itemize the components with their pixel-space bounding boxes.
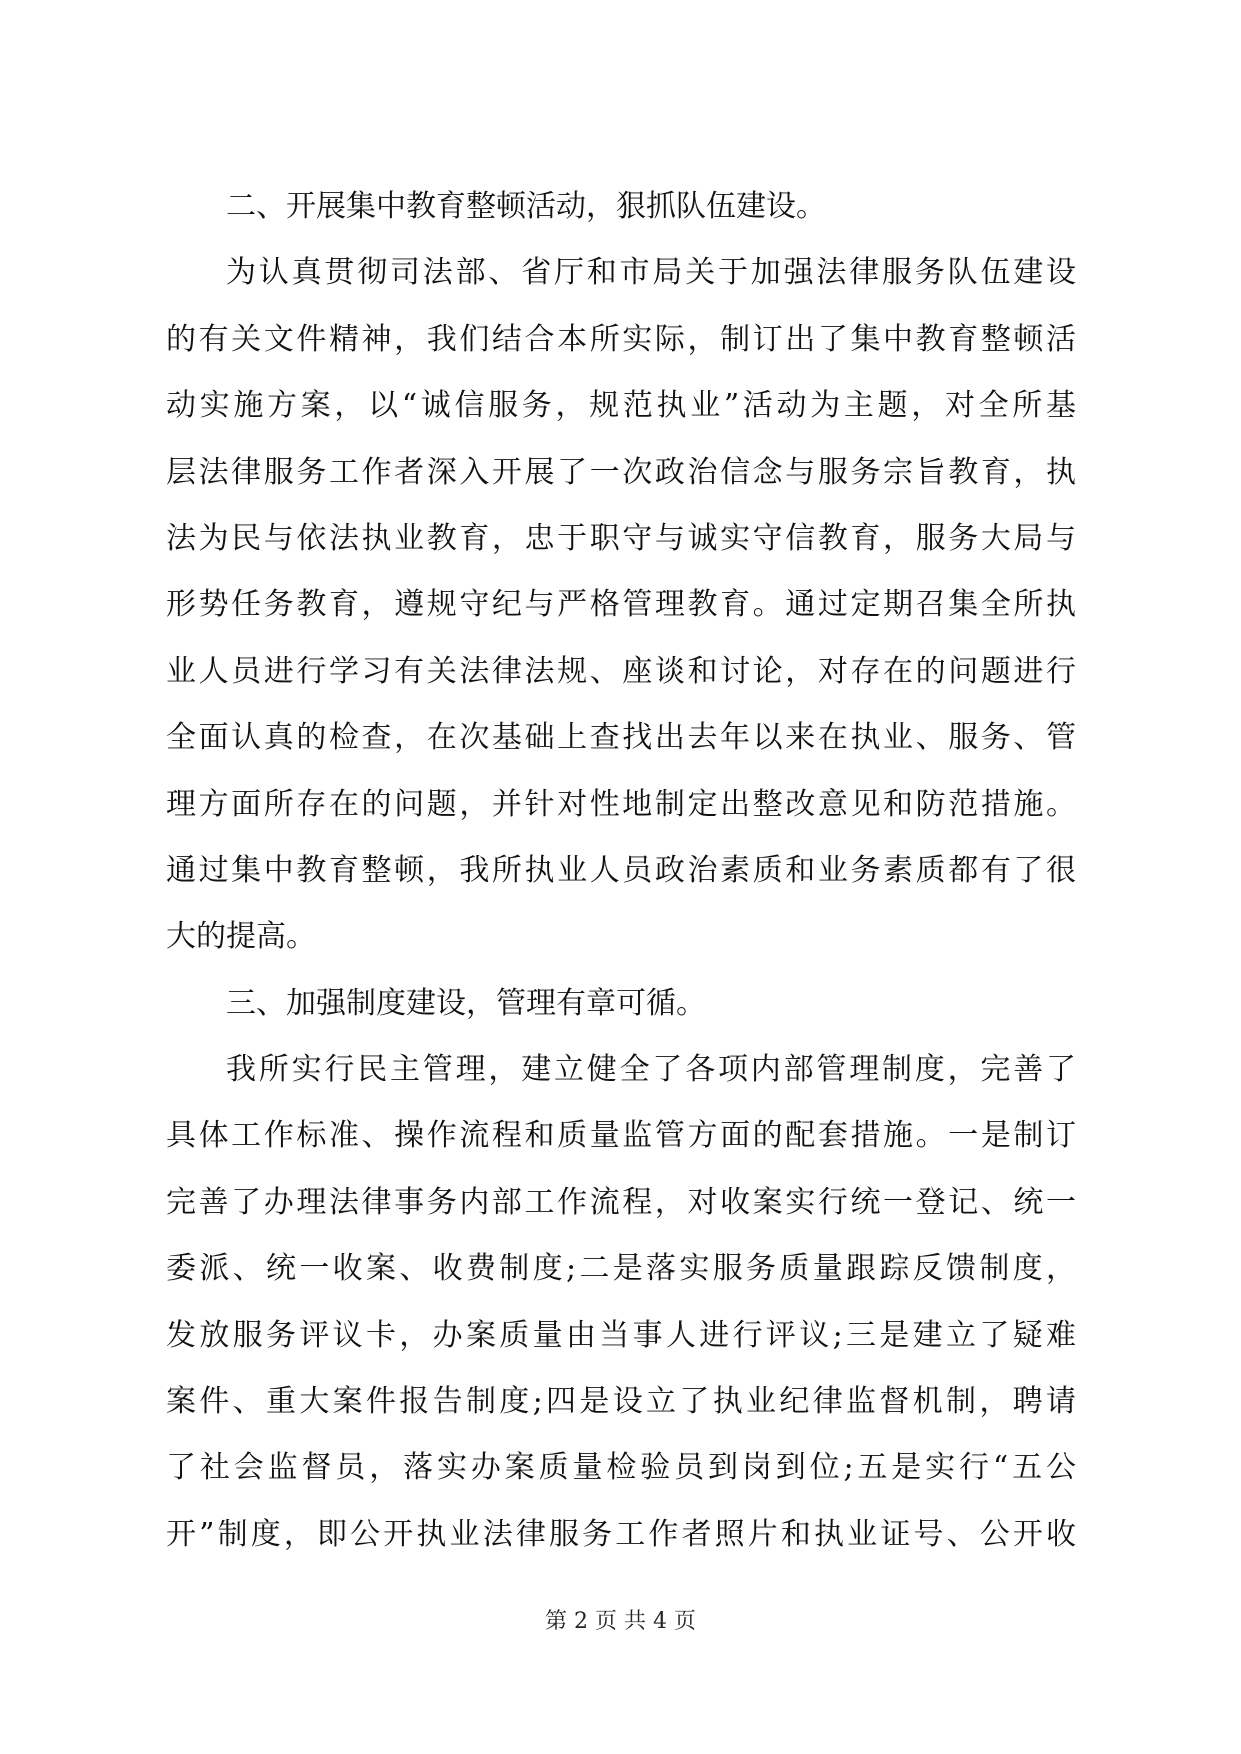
text-line: 开”制度，即公开执业法律服务工作者照片和执业证号、公开收	[166, 1516, 1076, 1552]
text-line: 形势任务教育，遵规守纪与严格管理教育。通过定期召集全所执	[166, 587, 1076, 623]
text-line: 发放服务评议卡，办案质量由当事人进行评议;三是建立了疑难	[166, 1317, 1076, 1353]
text-line: 三、加强制度建设，管理有章可循。	[226, 985, 706, 1021]
text-line: 的有关文件精神，我们结合本所实际，制订出了集中教育整顿活	[166, 321, 1076, 357]
text-line: 层法律服务工作者深入开展了一次政治信念与服务宗旨教育，执	[166, 454, 1076, 490]
text-line: 案件、重大案件报告制度;四是设立了执业纪律监督机制，聘请	[166, 1384, 1076, 1420]
text-line: 全面认真的检查，在次基础上查找出去年以来在执业、服务、管	[166, 720, 1076, 756]
text-line: 具体工作标准、操作流程和质量监管方面的配套措施。一是制订	[166, 1118, 1076, 1154]
text-line: 法为民与依法执业教育，忠于职守与诚实守信教育，服务大局与	[166, 520, 1076, 556]
text-line: 了社会监督员，落实办案质量检验员到岗到位;五是实行“五公	[166, 1450, 1076, 1486]
page-footer: 第 2 页 共 4 页	[545, 1609, 696, 1634]
text-line: 为认真贯彻司法部、省厅和市局关于加强法律服务队伍建设	[226, 255, 1076, 291]
text-line: 大的提高。	[166, 919, 316, 955]
text-line: 理方面所存在的问题，并针对性地制定出整改意见和防范措施。	[166, 786, 1076, 822]
text-line: 二、开展集中教育整顿活动，狠抓队伍建设。	[226, 189, 826, 224]
document-body	[166, 174, 1076, 1568]
text-line: 完善了办理法律事务内部工作流程，对收案实行统一登记、统一	[166, 1184, 1076, 1220]
text-line: 通过集中教育整顿，我所执业人员政治素质和业务素质都有了很	[166, 852, 1076, 888]
text-line: 我所实行民主管理，建立健全了各项内部管理制度，完善了	[226, 1052, 1076, 1088]
text-line: 动实施方案，以“诚信服务，规范执业”活动为主题，对全所基	[166, 388, 1076, 424]
text-line: 委派、统一收案、收费制度;二是落实服务质量跟踪反馈制度，	[166, 1251, 1076, 1287]
text-line: 业人员进行学习有关法律法规、座谈和讨论，对存在的问题进行	[166, 653, 1076, 689]
